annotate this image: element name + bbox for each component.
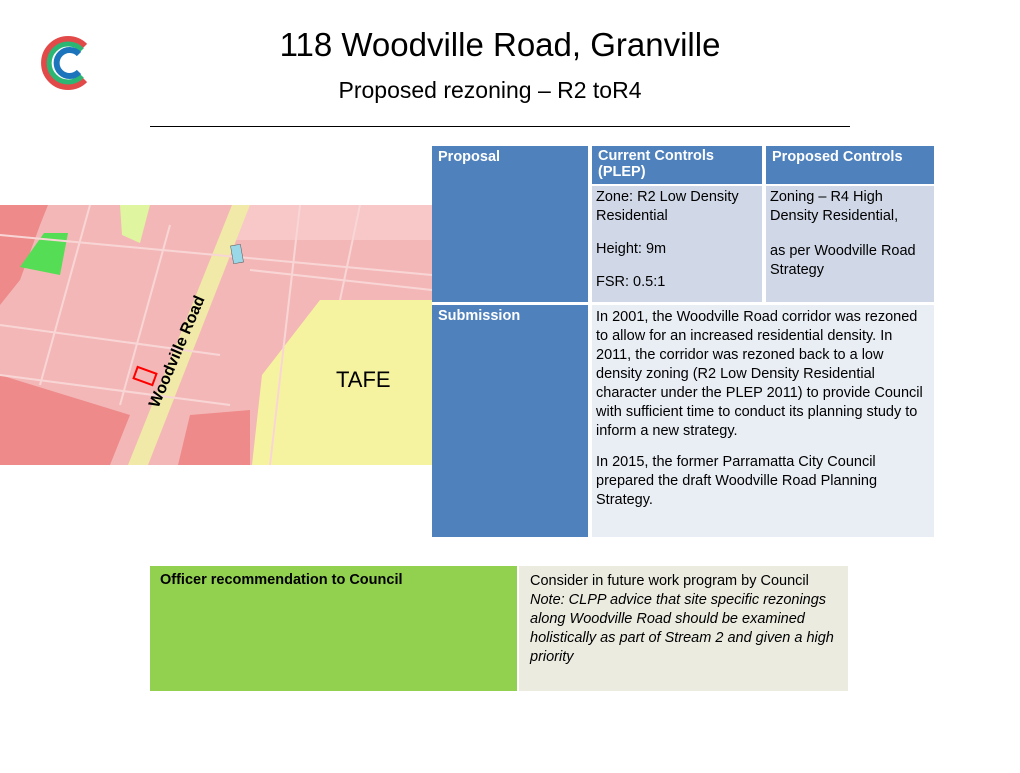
submission-paragraph-2: In 2015, the former Parramatta City Council prepared the draft Woodville Road Planning Strategy. — [596, 454, 878, 508]
road-label: Woodville Road — [146, 293, 209, 411]
current-fsr: FSR: 0.5:1 — [596, 274, 666, 290]
recommendation-label: Officer recommendation to Council — [150, 566, 517, 691]
submission-cell — [592, 305, 934, 537]
recommendation-cell — [519, 566, 848, 691]
current-controls-cell — [592, 186, 762, 302]
submission-header: Submission — [432, 305, 588, 537]
title-divider — [150, 126, 850, 127]
proposed-controls-cell — [766, 186, 934, 302]
page-subtitle: Proposed rezoning – R2 toR4 — [338, 77, 642, 103]
proposed-controls-header: Proposed Controls — [766, 146, 934, 184]
zoning-map-graphic — [0, 205, 432, 465]
current-zone: Zone: R2 Low Density Residential — [596, 189, 739, 224]
page-title: 118 Woodville Road, Granville — [279, 26, 721, 63]
proposed-zoning: Zoning – R4 High Density Residential, — [770, 189, 899, 224]
current-height: Height: 9m — [596, 241, 667, 257]
recommendation-note: Note: CLPP advice that site specific rezonings along Woodville Road should be examined holistically as part of Stream 2 and given a high priority — [530, 592, 834, 665]
proposal-header: Proposal — [432, 146, 588, 302]
zoning-map — [0, 205, 432, 465]
recommendation-text: Consider in future work program by Council — [530, 573, 809, 589]
submission-paragraph-1: In 2001, the Woodville Road corridor was rezoned to allow for an increased residential density. In 2011, the corridor was rezoned back to a low density zoning (R2 Low Density Residential character under the PLEP 2011) to provide Council with sufficient time to conduct its planning study to inform a new strategy. — [596, 309, 923, 439]
tafe-label: TAFE — [336, 367, 391, 392]
proposed-strategy: as per Woodville Road Strategy — [770, 243, 916, 278]
current-controls-header: Current Controls (PLEP) — [592, 146, 762, 184]
